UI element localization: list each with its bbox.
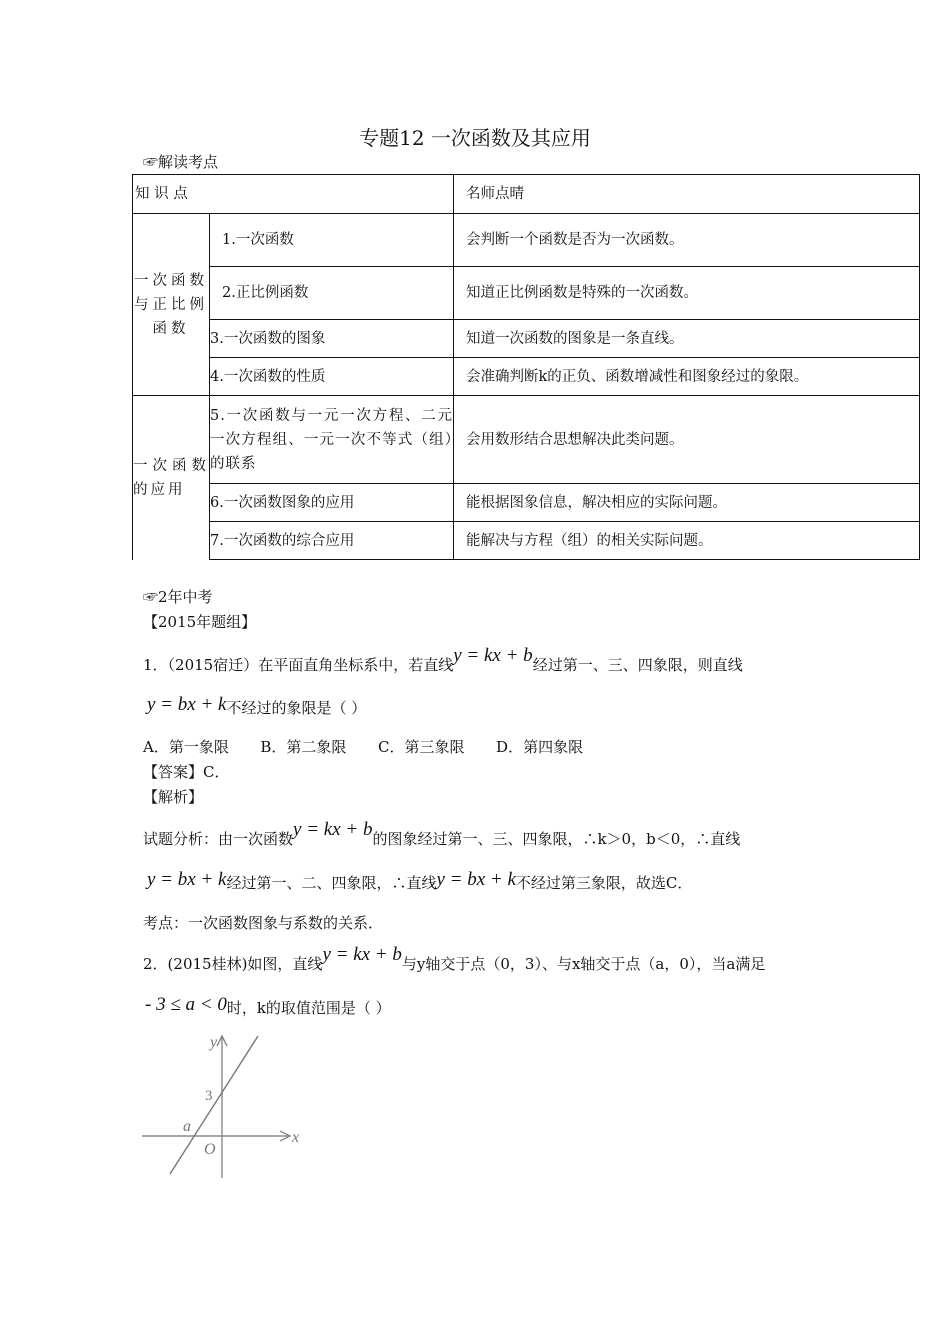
table-header-tips: 名师点晴 xyxy=(454,175,920,214)
table-row xyxy=(133,484,920,522)
y-axis-label: y xyxy=(210,1034,218,1051)
section-heading-exams: ☞2年中考 xyxy=(143,588,213,606)
question-1-suffix: 不经过的象限是（ ） xyxy=(226,699,367,717)
point-a-label: a xyxy=(183,1118,191,1135)
teacher-tip: 能根据图象信息，解决相应的实际问题。 xyxy=(454,484,920,522)
question-2-prefix: 2．(2015桂林)如图，直线 xyxy=(143,955,323,973)
knowledge-point: 6.一次函数图象的应用 xyxy=(210,484,454,522)
table-row xyxy=(133,267,920,320)
table-row xyxy=(133,214,920,267)
origin-label: O xyxy=(204,1141,216,1158)
teacher-tip: 会用数形结合思想解决此类问题。 xyxy=(454,396,920,484)
teacher-tip: 会准确判断k的正负、函数增减性和图象经过的象限。 xyxy=(454,358,920,396)
formula-y-kx-b: y = kx + b xyxy=(322,944,402,965)
table-row xyxy=(133,396,920,484)
question-1-analysis-line2 xyxy=(147,869,693,894)
teacher-tip: 能解决与方程（组）的相关实际问题。 xyxy=(454,522,920,560)
knowledge-point: 3.一次函数的图象 xyxy=(210,320,454,358)
section-heading-interpret: ☞解读考点 xyxy=(143,153,219,171)
analysis-middle2: 经过第一、二、四象限，∴直线 xyxy=(226,874,437,892)
question-1-prefix: 1．（2015宿迁）在平面直角坐标系中，若直线 xyxy=(143,656,454,674)
teacher-tip: 会判断一个函数是否为一次函数。 xyxy=(454,214,920,267)
knowledge-point: 5.一次函数与一元一次方程、二元一次方程组、一元一次不等式（组）的联系 xyxy=(210,407,453,472)
table-header-row xyxy=(133,175,920,214)
knowledge-table xyxy=(132,174,920,560)
analysis-prefix: 试题分析：由一次函数 xyxy=(143,830,294,848)
question-1-stem-line2 xyxy=(147,694,367,719)
knowledge-point: 7.一次函数的综合应用 xyxy=(210,522,454,560)
analysis-middle: 的图象经过第一、三、四象限，∴k＞0，b＜0，∴直线 xyxy=(372,830,741,848)
formula-y-bx-k: y = bx + k xyxy=(436,869,516,890)
knowledge-point: 2.正比例函数 xyxy=(210,267,454,320)
teacher-tip: 知道一次函数的图象是一条直线。 xyxy=(454,320,920,358)
formula-y-kx-b: y = kx + b xyxy=(293,819,373,840)
teacher-tip: 知道正比例函数是特殊的一次函数。 xyxy=(454,267,920,320)
question-group-label: 【2015年题组】 xyxy=(143,613,257,631)
formula-y-bx-k: y = bx + k xyxy=(147,869,227,890)
table-row xyxy=(133,522,920,560)
question-1-stem xyxy=(143,645,743,676)
option-b: B．第二象限 xyxy=(260,738,347,756)
table-header-knowledge: 知 识 点 xyxy=(133,175,454,214)
question-1-options xyxy=(143,736,583,757)
question-1-kaodian: 考点：一次函数图象与系数的关系． xyxy=(143,914,384,932)
category-linear-proportional: 一次函数与正比例函数 xyxy=(134,272,208,337)
question-1-answer: 【答案】C． xyxy=(143,763,230,781)
x-axis-label: x xyxy=(292,1129,300,1146)
knowledge-point: 4.一次函数的性质 xyxy=(210,358,454,396)
question-2-stem-line2 xyxy=(145,994,391,1019)
formula-y-bx-k: y = bx + k xyxy=(147,694,227,715)
question-2-stem xyxy=(143,944,766,975)
question-2-condition-suffix: 时，k的取值范围是（ ） xyxy=(226,999,391,1017)
option-c: C．第三象限 xyxy=(378,738,465,756)
knowledge-point: 1.一次函数 xyxy=(210,214,454,267)
table-row xyxy=(133,320,920,358)
option-a: A．第一象限 xyxy=(143,738,229,756)
y-intercept-label: 3 xyxy=(205,1088,213,1104)
question-1-analysis-line1 xyxy=(143,819,741,850)
question-2-suffix: 与y轴交于点（0，3）、与x轴交于点（a，0），当a满足 xyxy=(401,955,766,973)
formula-y-kx-b: y = kx + b xyxy=(453,645,533,666)
category-linear-application: 一次函数的应用 xyxy=(133,457,209,498)
condition-formula: - 3 ≤ a < 0 xyxy=(145,994,227,1015)
line-graph-figure xyxy=(140,1030,320,1180)
option-d: D．第四象限 xyxy=(496,738,584,756)
page-title: 专题12 一次函数及其应用 xyxy=(359,126,591,150)
question-1-middle: 经过第一、三、四象限，则直线 xyxy=(532,656,743,674)
table-row xyxy=(133,358,920,396)
analysis-suffix: 不经过第三象限，故选C． xyxy=(515,874,693,892)
question-1-analysis-label: 【解析】 xyxy=(143,788,204,806)
